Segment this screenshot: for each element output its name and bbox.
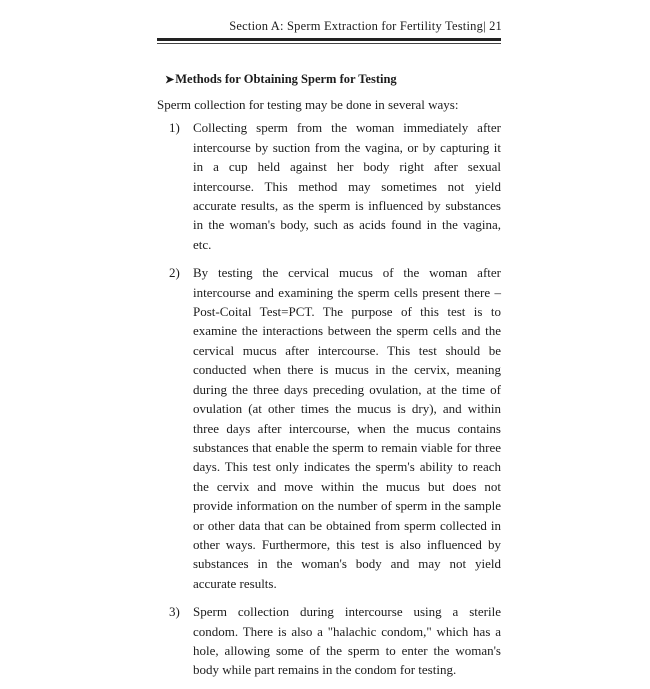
list-item-number: 3) (169, 604, 180, 620)
section-heading (165, 70, 501, 89)
header-separator: | (483, 19, 486, 33)
page-number: 21 (489, 19, 502, 33)
list-item-number: 2) (169, 265, 180, 281)
list-item (157, 602, 501, 680)
header-rule-thick (157, 38, 501, 41)
intro-paragraph: Sperm collection for testing may be done in several ways: (157, 97, 459, 112)
method-list (157, 118, 501, 679)
running-title: Section A: Sperm Extraction for Fertility Testing (229, 19, 484, 33)
list-item-text: Collecting sperm from the woman immediately after intercourse by suction from the vagina, or by capturing it in a cup held against her body right after sexual intercourse. This method may sometimes not yield accurate results, as the sperm is influenced by substances in the woman's body, such as acids found in the vagina, etc. (193, 120, 501, 252)
running-header (229, 19, 502, 34)
list-item (157, 118, 501, 254)
list-item-text: By testing the cervical mucus of the woman after intercourse and examining the sperm cells present there – Post-Coital Test=PCT. The purpose of this test is to examine the interactions between the sperm cells and the cervical mucus after intercourse. This test should be conducted when there is mucus in the cervix, meaning during the three days preceding ovulation, at the time of ovulation (at other times the mucus is dry), and within three days after intercourse, when the mucus contains substances that enable the sperm to remain viable for three days. This test only indicates the sperm's ability to reach the cervix and move within the mucus but does not provide information on the number of sperm in the sample or other data that can be obtained from sperm collected in other ways. Furthermore, this test is also influenced by substances in the woman's body and may not yield accurate results. (193, 265, 501, 591)
arrow-bullet-icon: ➤ (165, 74, 175, 86)
list-item-text: Sperm collection during intercourse using a sterile condom. There is also a "halachic condom," which has a hole, allowing some of the sperm to enter the woman's body while part remains in the condom for testing. (193, 604, 501, 678)
list-item-number: 1) (169, 120, 180, 136)
page-content (157, 70, 501, 689)
section-heading-text: Methods for Obtaining Sperm for Testing (175, 72, 397, 86)
list-item (157, 263, 501, 593)
header-rule-thin (157, 43, 501, 44)
